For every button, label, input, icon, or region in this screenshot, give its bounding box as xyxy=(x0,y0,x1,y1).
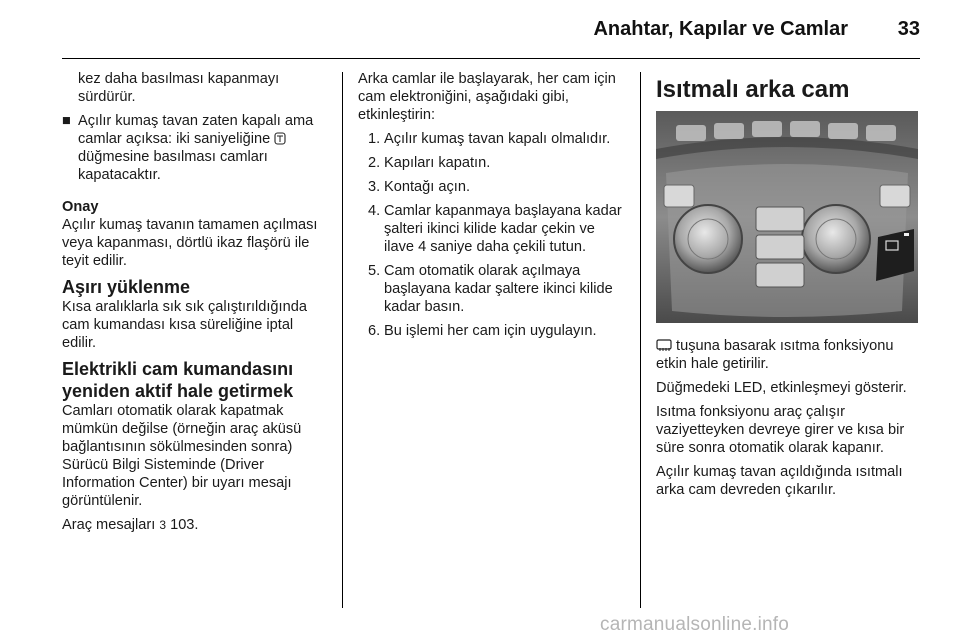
column-divider-2 xyxy=(640,72,641,608)
activation-intro: Arka camlar ile başlayarak, her cam için cam elektroniğini, aşağıdaki gibi, etkinleştirin: xyxy=(358,71,616,123)
step-number: 1. xyxy=(368,131,381,147)
step-number: 5. xyxy=(368,263,381,279)
page-reference-link[interactable]: 103. xyxy=(170,517,199,533)
list-item xyxy=(358,322,626,340)
reference-arrow-icon: 3 xyxy=(159,518,167,532)
messages-reference xyxy=(62,516,330,534)
heated-window-p3: Isıtma fonksiyonu araç çalışır vaziyetteyken devreye girer ve kısa bir süre sonra otomatik olarak kapanır. xyxy=(656,404,905,456)
step-number: 2. xyxy=(368,155,381,171)
step-text: Açılır kumaş tavan kapalı olmalıdır. xyxy=(384,131,611,147)
list-item xyxy=(358,262,626,316)
column-1 xyxy=(62,70,330,540)
heated-window-p1 xyxy=(656,337,920,373)
watermark: carmanualsonline.info xyxy=(600,614,790,635)
column-3 xyxy=(656,76,920,110)
p1-text: tuşuna basarak ısıtma fonksiyonu etkin hale getirilir. xyxy=(656,338,894,372)
overload-text: Kısa aralıklarla sık sık çalıştırıldığında cam kumandası kısa süreliğine iptal edilir. xyxy=(62,299,307,351)
step-text: Kapıları kapatın. xyxy=(384,155,491,171)
page-header xyxy=(62,18,920,44)
bullet-mark: ■ xyxy=(62,113,71,129)
step-number: 3. xyxy=(368,179,381,195)
step-number: 6. xyxy=(368,323,381,339)
list-item xyxy=(358,130,626,148)
bullet-text-pre: Açılır kumaş tavan zaten kapalı ama camlar açıksa: iki saniyeliğine xyxy=(78,113,314,147)
rear-window-heater-icon xyxy=(656,339,672,352)
sunroof-button-icon xyxy=(274,132,286,145)
onay-text: Açılır kumaş tavanın tamamen açılması veya kapanması, dörtlü ikaz flaşörü ile teyit edilir. xyxy=(62,217,318,269)
messages-label: Araç mesajları xyxy=(62,517,156,533)
heated-window-p2: Düğmedeki LED, etkinleşmeyi gösterir. xyxy=(656,380,907,396)
list-item xyxy=(358,202,626,256)
step-text: Camlar kapanmaya başlayana kadar şalteri ikinci kilide kadar çekin ve ilave 4 saniye daha çekili tutun. xyxy=(384,203,622,255)
column-2 xyxy=(358,70,626,346)
section-title: Isıtmalı arka cam xyxy=(656,76,850,103)
step-number: 4. xyxy=(368,203,381,219)
list-item xyxy=(358,178,626,196)
column-divider-1 xyxy=(342,72,343,608)
intro-text: kez daha basılması kapanmayı sürdürür. xyxy=(78,71,280,105)
steps-list xyxy=(358,130,626,340)
page-title: Anahtar, Kapılar ve Camlar xyxy=(593,18,848,40)
page-number: 33 xyxy=(897,18,920,40)
overload-heading: Aşırı yüklenme xyxy=(62,277,191,297)
column-3-text xyxy=(656,337,920,505)
bullet-item xyxy=(62,112,330,184)
step-text: Kontağı açın. xyxy=(384,179,471,195)
bullet-text-post: düğmesine basılması camları kapatacaktır. xyxy=(78,149,268,183)
heated-window-p4: Açılır kumaş tavan açıldığında ısıtmalı arka cam devreden çıkarılır. xyxy=(656,464,903,498)
step-text: Bu işlemi her cam için uygulayın. xyxy=(384,323,597,339)
onay-heading: Onay xyxy=(62,199,99,215)
list-item xyxy=(358,154,626,172)
reactivate-text: Camları otomatik olarak kapatmak mümkün değilse (örneğin araç aküsü bağlantısının sökülmesinden sonra) Sürücü Bilgi Sisteminde (Driver Information Center) bir uyarı mesajı görüntülenir. xyxy=(62,403,302,509)
header-divider xyxy=(62,58,920,59)
reactivate-heading: Elektrikli cam kumandasını yeniden aktif hale getirmek xyxy=(62,359,294,401)
climate-control-panel-photo xyxy=(656,111,918,323)
step-text: Cam otomatik olarak açılmaya başlayana kadar şaltere ikinci kilide kadar basın. xyxy=(384,263,613,315)
